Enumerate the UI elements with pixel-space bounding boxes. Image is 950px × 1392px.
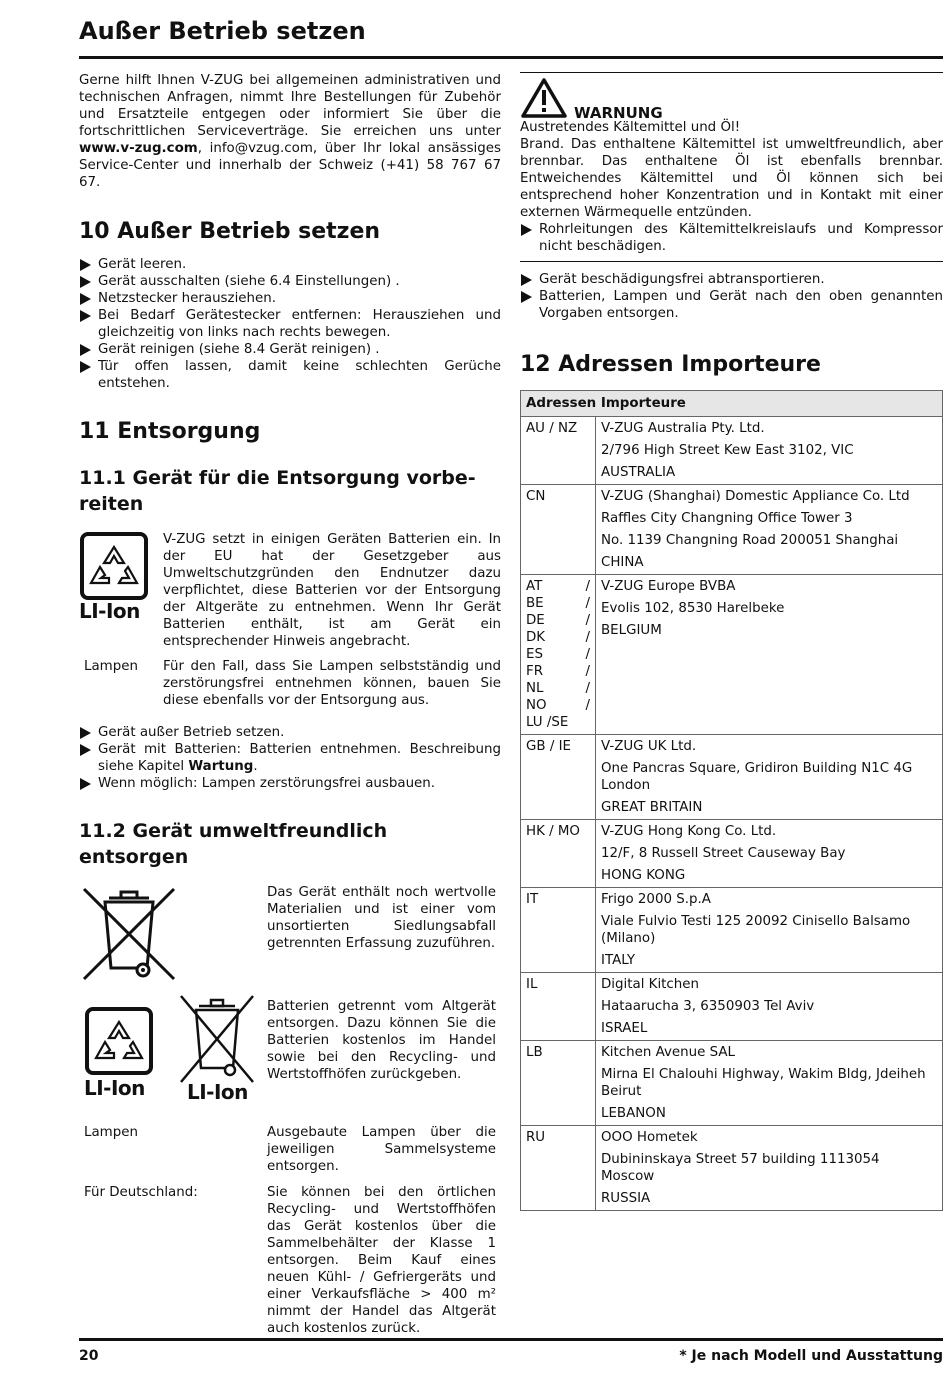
address-line: Digital Kitchen (601, 977, 700, 992)
country-code (526, 578, 590, 595)
address-line: GREAT BRITAIN (601, 800, 703, 815)
address-line: V-ZUG (Shanghai) Domestic Appliance Co. Ltd (601, 489, 910, 504)
address-cell (596, 973, 943, 1041)
country-code-cell: CN (521, 485, 596, 575)
arrow-icon (80, 293, 91, 305)
arrow-icon (80, 344, 91, 356)
warning-box (520, 72, 943, 262)
country-code-cell: IT (521, 888, 596, 973)
step-text: Gerät beschädigungsfrei abtransportieren. (539, 272, 825, 287)
step-text: Batterien, Lampen und Gerät nach den oben genannten Vorgaben entsorgen. (539, 289, 943, 321)
heading-line-2: reiten (79, 493, 144, 515)
lamps-disposal-block (79, 1124, 501, 1175)
country-code-cell: GB / IE (521, 735, 596, 820)
country-code (526, 697, 590, 714)
list-item (520, 288, 943, 322)
importers-table-body (521, 417, 943, 1211)
crossed-bin-icon (177, 992, 257, 1086)
address-line: ITALY (601, 953, 636, 968)
arrow-icon (521, 291, 532, 303)
germany-text: Sie können bei den örtlichen Recycling- und Wertstoffhöfen das Gerät kostenlos über die Sammelbehälter der Klasse 1 entsorgen. Beim Kauf eines neuen Kühl- / Gefriergeräts und einer Verkaufsfläche > 400 m² nimmt der Handel das Altgerät auch kostenlos zurück. (267, 1185, 496, 1336)
step-text: Gerät leeren. (98, 257, 187, 272)
table-header: Adressen Importeure (521, 391, 943, 417)
list-item (79, 341, 501, 358)
address-line: Evolis 102, 8530 Harelbeke (601, 601, 785, 616)
wartung-reference[interactable]: Wartung (188, 759, 254, 774)
country-code-cell: IL (521, 973, 596, 1041)
address-line: LEBANON (601, 1106, 666, 1121)
step-text: Bei Bedarf Gerätestecker entfernen: Herausziehen und gleichzeitig von links nach rechts bewegen. (98, 308, 501, 340)
li-ion-recycle-icon-2 (84, 1006, 154, 1098)
country-code-cell: AU / NZ (521, 417, 596, 485)
address-line: OOO Hometek (601, 1130, 698, 1145)
battery-text: V-ZUG setzt in einigen Geräten Batterien ein. In der EU hat der Gesetzgeber aus Umweltschutzgründen den Endnutzer dazu verpflichtet, diese Batterien vor der Entsorgung der Altgeräte zu entnehmen. Wenn Ihr Gerät Batterien enthält, ist am Gerät ein entsprechender Hinweis angebracht. (163, 532, 501, 649)
list-item (79, 775, 501, 792)
arrow-icon (80, 744, 91, 756)
address-line: ISRAEL (601, 1021, 648, 1036)
lamps-label: Lampen (84, 659, 138, 674)
footer-rule (79, 1338, 943, 1341)
address-line: V-ZUG Australia Pty. Ltd. (601, 421, 765, 436)
section-12-heading: 12 Adressen Importeure (520, 352, 821, 377)
country-code-text: NO (526, 698, 547, 713)
list-item (79, 307, 501, 341)
battery-block (79, 531, 501, 650)
country-code (526, 663, 590, 680)
step-text: Gerät ausschalten (siehe 6.4 Einstellungen) . (98, 274, 400, 289)
step-text: Rohrleitungen des Kältemittelkreislaufs und Kompressor nicht beschädigen. (539, 222, 943, 254)
website-link[interactable]: www.v-zug.com (79, 141, 198, 156)
table-row (521, 735, 943, 820)
left-column (79, 72, 501, 1337)
warning-bottom-rule (520, 261, 943, 262)
address-cell (596, 1041, 943, 1126)
code-separator: / (585, 681, 590, 696)
intro-text-before: Gerne hilft Ihnen V-ZUG bei allgemeinen administrativen und technischen Anfragen, nimmt Ihre Bestellungen für Zubehör und Ersatzteile entgegen oder informiert Sie über die fortschrittlichen Serviceverträge. Sie erreichen uns unter (79, 73, 501, 139)
table-row (521, 820, 943, 888)
address-line: Kitchen Avenue SAL (601, 1045, 735, 1060)
country-code-text: DK (526, 630, 546, 645)
code-separator: / (585, 664, 590, 679)
recycle-icon (84, 1006, 154, 1076)
country-code (526, 680, 590, 697)
country-code-cell: LB (521, 1041, 596, 1126)
arrow-icon (80, 276, 91, 288)
country-code-cell (521, 575, 596, 735)
intro-text-after: , info@vzug.com, über Ihr lokal ansässiges Service-Center und innerhalb der Schweiz (+41) 58 767 67 67. (79, 141, 501, 190)
country-code-text: FR (526, 664, 544, 679)
lamps-disposal-text: Ausgebaute Lampen über die jeweiligen Sammelsysteme entsorgen. (267, 1125, 496, 1174)
country-code-text: NL (526, 681, 544, 696)
page-header-title: Außer Betrieb setzen (79, 17, 366, 45)
arrow-icon (80, 727, 91, 739)
germany-label: Für Deutschland: (84, 1185, 198, 1200)
step-text-end: . (253, 759, 258, 774)
germany-block (79, 1184, 501, 1337)
table-row (521, 417, 943, 485)
country-code-cell: HK / MO (521, 820, 596, 888)
footer-note: * Je nach Modell und Ausstattung (679, 1348, 943, 1364)
address-line: V-ZUG UK Ltd. (601, 739, 697, 754)
lamps-label: Lampen (84, 1125, 138, 1140)
arrow-icon (521, 274, 532, 286)
crossed-bin-icon (79, 884, 179, 984)
address-cell (596, 1126, 943, 1211)
address-line: AUSTRALIA (601, 465, 676, 480)
list-item (79, 741, 501, 775)
code-separator: / (585, 647, 590, 662)
section-11-2-heading: 11.2 Gerät umweltfreundlich entsorgen (79, 820, 388, 868)
country-code-cell: RU (521, 1126, 596, 1211)
header-rule (79, 56, 943, 59)
address-line: V-ZUG Hong Kong Co. Ltd. (601, 824, 777, 839)
country-code (526, 629, 590, 646)
list-item (79, 256, 501, 273)
arrow-icon (80, 259, 91, 271)
address-line: One Pancras Square, Gridiron Building N1C 4G London (601, 761, 913, 793)
list-item (79, 358, 501, 392)
warning-header (520, 77, 943, 122)
address-cell (596, 820, 943, 888)
address-line: Raffles City Changning Office Tower 3 (601, 511, 853, 526)
battery-icons (79, 998, 267, 1116)
address-line: 12/F, 8 Russell Street Causeway Bay (601, 846, 846, 861)
country-code-text: LU /SE (526, 715, 569, 730)
list-item (79, 724, 501, 741)
code-separator: / (585, 579, 590, 594)
code-separator: / (585, 630, 590, 645)
device-disposal-block (79, 884, 501, 984)
heading-line-1: 11.1 Gerät für die Entsorgung vorbe- (79, 467, 476, 489)
address-line: Frigo 2000 S.p.A (601, 892, 711, 907)
page-number: 20 (79, 1348, 99, 1364)
address-line: HONG KONG (601, 868, 686, 883)
battery-disposal-block (79, 998, 501, 1116)
warning-line1: Austretendes Kältemittel und Öl! (520, 120, 741, 135)
code-separator: / (585, 596, 590, 611)
address-cell (596, 485, 943, 575)
address-line: Dubininskaya Street 57 building 1113054 Moscow (601, 1152, 880, 1184)
arrow-icon (80, 361, 91, 373)
address-line: 2/796 High Street Kew East 3102, VIC (601, 443, 854, 458)
country-code-text: DE (526, 613, 545, 628)
address-cell (596, 417, 943, 485)
arrow-icon (521, 224, 532, 236)
step-text: Gerät mit Batterien: Batterien entnehmen. Beschreibung siehe Kapitel (98, 742, 501, 774)
table-row (521, 575, 943, 735)
country-code-text: AT (526, 579, 543, 594)
country-code (526, 595, 590, 612)
crossed-bin-battery-icon (177, 992, 257, 1102)
section-10-steps (79, 256, 501, 392)
step-text: Gerät außer Betrieb setzen. (98, 725, 285, 740)
crossed-bin-icon-large (79, 884, 267, 984)
address-line: Viale Fulvio Testi 125 20092 Cinisello Balsamo (Milano) (601, 914, 911, 946)
warning-label: WARNUNG (574, 104, 663, 122)
address-line: BELGIUM (601, 623, 662, 638)
country-code (526, 646, 590, 663)
table-row (521, 1126, 943, 1211)
section-10-heading: 10 Außer Betrieb setzen (79, 219, 381, 244)
code-separator: / (585, 698, 590, 713)
table-row (521, 973, 943, 1041)
section-11-heading: 11 Entsorgung (79, 419, 261, 444)
step-text: Wenn möglich: Lampen zerstörungsfrei ausbauen. (98, 776, 436, 791)
code-separator: / (585, 613, 590, 628)
right-steps (520, 271, 943, 322)
right-column (520, 72, 943, 1211)
step-text: Netzstecker herausziehen. (98, 291, 276, 306)
address-line: Mirna El Chalouhi Highway, Wakim Bldg, Jdeiheh Beirut (601, 1067, 926, 1099)
lamps-text: Für den Fall, dass Sie Lampen selbstständig und zerstörungsfrei entnehmen können, bauen Sie diese ebenfalls vor der Entsorgung aus. (163, 659, 501, 708)
list-item (79, 273, 501, 290)
country-code (526, 612, 590, 629)
battery-disposal-text: Batterien getrennt vom Altgerät entsorgen. Dazu können Sie die Batterien kostenlos im Handel sowie bei den Recycling- und Wertstoffhöfen zurückgeben. (267, 999, 496, 1082)
table-row (521, 1041, 943, 1126)
table-row (521, 485, 943, 575)
address-cell (596, 888, 943, 973)
address-line: CHINA (601, 555, 644, 570)
li-ion-label: LI-Ion (79, 599, 140, 623)
li-ion-recycle-icon (79, 531, 163, 650)
step-text: Tür offen lassen, damit keine schlechten Gerüche entstehen. (98, 359, 501, 391)
importers-table (520, 390, 943, 1211)
list-item (520, 271, 943, 288)
warning-text: Brand. Das enthaltene Kältemittel ist umweltfreundlich, aber brennbar. Das enthaltene Öl ist ebenfalls brennbar. Entweichendes Kältemittel und Öl können sich bei entsprechend hoher Konzentration und in Kontakt mit einer externen Wärmequelle entzünden. (520, 137, 943, 220)
country-code (526, 714, 590, 731)
warning-steps (520, 221, 943, 255)
section-11-1-steps (79, 724, 501, 792)
address-cell (596, 575, 943, 735)
country-code-text: ES (526, 647, 543, 662)
arrow-icon (80, 778, 91, 790)
address-line: V-ZUG Europe BVBA (601, 579, 736, 594)
li-ion-label: LI-Ion (187, 1080, 248, 1104)
section-11-1-heading (79, 465, 501, 517)
list-item (79, 290, 501, 307)
address-line: No. 1139 Changning Road 200051 Shanghai (601, 533, 899, 548)
arrow-icon (80, 310, 91, 322)
address-cell (596, 735, 943, 820)
step-text: Gerät reinigen (siehe 8.4 Gerät reinigen) . (98, 342, 380, 357)
li-ion-label: LI-Ion (84, 1076, 145, 1100)
table-row (521, 888, 943, 973)
country-code-text: BE (526, 596, 544, 611)
lamps-block (79, 658, 501, 709)
warning-triangle-icon (520, 77, 568, 119)
list-item (520, 221, 943, 255)
device-disposal-text: Das Gerät enthält noch wertvolle Materialien und ist einer vom unsortierten Siedlungsabfall getrennten Erfassung zuzuführen. (267, 885, 496, 951)
intro-paragraph (79, 72, 501, 191)
address-line: Hataarucha 3, 6350903 Tel Aviv (601, 999, 815, 1014)
address-line: RUSSIA (601, 1191, 651, 1206)
